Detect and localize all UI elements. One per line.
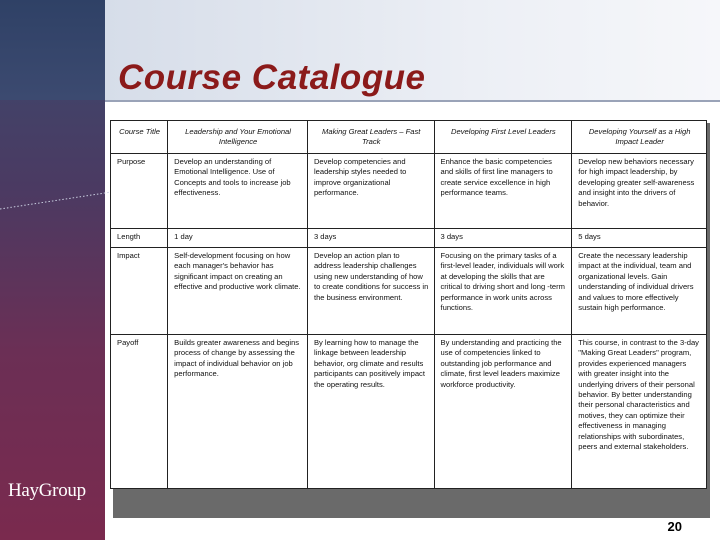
table-cell: 3 days	[434, 229, 572, 248]
header-course-high-impact: Developing Yourself as a High Impact Leader	[572, 121, 707, 154]
header-divider	[105, 100, 720, 102]
haygroup-logo: HayGroup	[8, 480, 86, 501]
table-cell: 1 day	[168, 229, 308, 248]
course-catalog-table	[110, 120, 707, 489]
table-row	[111, 229, 707, 248]
table-cell: Builds greater awareness and begins process of change by assessing the impact of individual behavior on job performance.	[168, 335, 308, 489]
table-cell: This course, in contrast to the 3-day "Making Great Leaders" program, provides experienced managers with greater insight into the underlying drivers of their personal behavior. By better understanding their personal characteristics and motives, they can optimize their effectiveness in managing relationships with subordinates, peers and external stakeholders.	[572, 335, 707, 489]
sidebar-top-band	[0, 0, 105, 100]
table-row	[111, 154, 707, 229]
row-label-impact: Impact	[111, 248, 168, 335]
table-cell: Develop competencies and leadership styles needed to improve organizational performance.	[307, 154, 434, 229]
table-cell: Develop an understanding of Emotional Intelligence. Use of Concepts and tools to increase job effectiveness.	[168, 154, 308, 229]
table-row	[111, 335, 707, 489]
row-label-length: Length	[111, 229, 168, 248]
table-cell: By learning how to manage the linkage between leadership behavior, org climate and results participants can positively impact the operating results.	[307, 335, 434, 489]
table-cell: Self-development focusing on how each manager's behavior has significant impact on creating an effective and productive work climate.	[168, 248, 308, 335]
table-cell: Enhance the basic competencies and skills of first line managers to create service excellence in high performance teams.	[434, 154, 572, 229]
table-header-row	[111, 121, 707, 154]
table-cell: Focusing on the primary tasks of a first-level leader, individuals will work at developing the skills that are critical to driving short and long -term performance in work units across functions.	[434, 248, 572, 335]
table-cell: Develop an action plan to address leadership challenges using new understanding of how to create conditions for success in the business environment.	[307, 248, 434, 335]
table-cell: 3 days	[307, 229, 434, 248]
header-course-great-leaders: Making Great Leaders – Fast Track	[307, 121, 434, 154]
row-label-payoff: Payoff	[111, 335, 168, 489]
table-cell: 5 days	[572, 229, 707, 248]
header-course-first-level: Developing First Level Leaders	[434, 121, 572, 154]
table-cell: Create the necessary leadership impact at the individual, team and organizational levels. Gain understanding of individual drivers and values to more effectively sustain high performance.	[572, 248, 707, 335]
page-title: Course Catalogue	[118, 58, 426, 97]
header-course-eq: Leadership and Your Emotional Intelligence	[168, 121, 308, 154]
header-course-title: Course Title	[111, 121, 168, 154]
row-label-purpose: Purpose	[111, 154, 168, 229]
page-number: 20	[667, 519, 682, 534]
dotted-accent-line	[0, 185, 120, 215]
table-cell: Develop new behaviors necessary for high impact leadership, by developing greater self-awareness and insight into the drivers of behavior.	[572, 154, 707, 229]
table-cell: By understanding and practicing the use of competencies linked to outstanding job performance and climate, first level leaders maximize workforce productivity.	[434, 335, 572, 489]
table-row	[111, 248, 707, 335]
